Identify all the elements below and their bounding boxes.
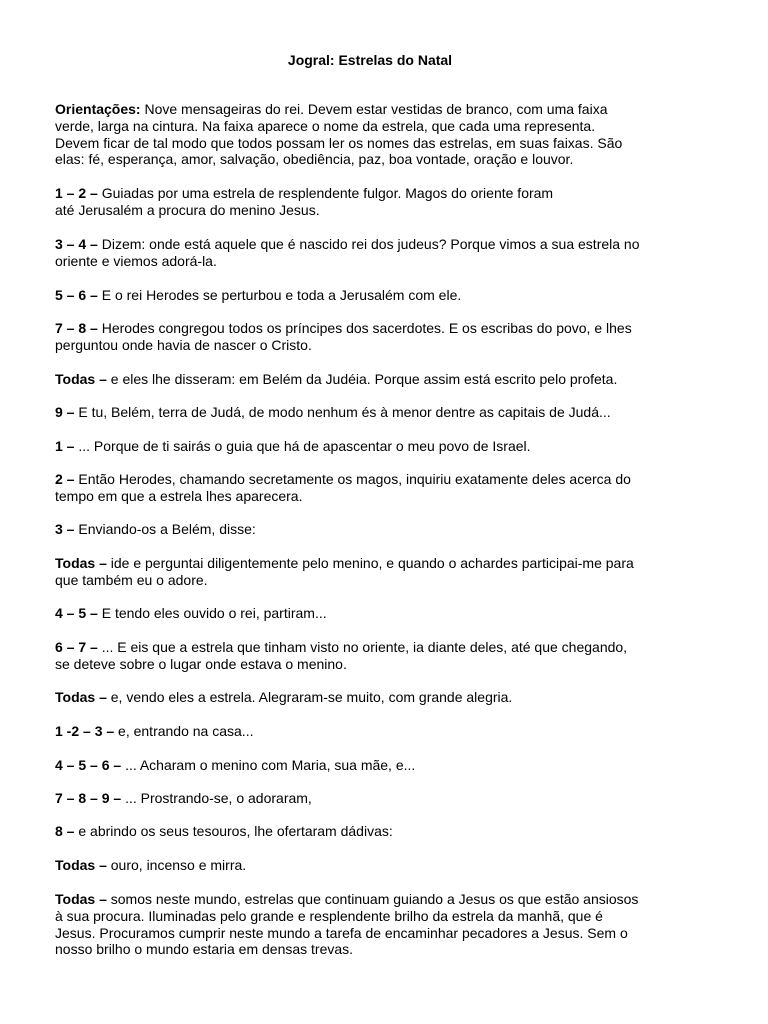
paragraph-text: Dizem: onde está aquele que é nascido rei dos judeus? Porque vimos a sua estrela no oriente e viemos adorá-la. bbox=[55, 236, 640, 269]
paragraph-text: E tu, Belém, terra de Judá, de modo nenhum és à menor dentre as capitais de Judá... bbox=[78, 404, 611, 420]
paragraph-7-8-9 bbox=[55, 790, 715, 807]
speaker-label: Todas – bbox=[55, 555, 107, 571]
paragraph-text: Então Herodes, chamando secretamente os magos, inquiriu exatamente deles acerca do tempo em que a estrela lhes aparecera. bbox=[55, 471, 631, 504]
paragraph-text: E o rei Herodes se perturbou e toda a Jerusalém com ele. bbox=[101, 287, 462, 303]
paragraph-text: e eles lhe disseram: em Belém da Judéia. Porque assim está escrito pelo profeta. bbox=[110, 371, 618, 387]
paragraph-text: ... Acharam o menino com Maria, sua mãe, e... bbox=[125, 757, 416, 773]
paragraph-4-5 bbox=[55, 605, 715, 622]
speaker-label: Orientações: bbox=[55, 101, 141, 117]
paragraph-9 bbox=[55, 404, 715, 421]
paragraph-text: ... Porque de ti sairás o guia que há de apascentar o meu povo de Israel. bbox=[78, 438, 531, 454]
paragraph-text: Guiadas por uma estrela de resplendente fulgor. Magos do oriente foram até Jerusalém a procura do menino Jesus. bbox=[55, 185, 554, 218]
paragraph-text: ... Prostrando-se, o adoraram, bbox=[125, 790, 312, 806]
speaker-label: 3 – bbox=[55, 521, 75, 537]
paragraph-1-2-3 bbox=[55, 723, 715, 740]
speaker-label: Todas – bbox=[55, 891, 107, 907]
paragraph-3-4 bbox=[55, 236, 715, 270]
speaker-label: Todas – bbox=[55, 857, 107, 873]
paragraph-text: Nove mensageiras do rei. Devem estar vestidas de branco, com uma faixa verde, larga na cintura. Na faixa aparece o nome da estrela, que cada uma representa. Devem ficar de tal modo que todos possam ler os nomes das estrelas, em suas faixas. São elas: fé, esperança, amor, salvação, obediência, paz, boa vontade, oração e louvor. bbox=[55, 101, 623, 168]
paragraph-3 bbox=[55, 521, 715, 538]
paragraph-todas-1 bbox=[55, 371, 715, 388]
paragraph-text: e, entrando na casa... bbox=[118, 723, 254, 739]
paragraph-text: somos neste mundo, estrelas que continuam guiando a Jesus os que estão ansiosos à sua procura. Iluminadas pelo grande e resplendente brilho da estrela da manhã, que é Jesus. Procuramos cumprir neste mundo a tarefa de encaminhar pecadores a Jesus. Sem o nosso brilho o mundo estaria em densas trevas. bbox=[55, 891, 639, 958]
speaker-label: 7 – 8 – bbox=[55, 320, 98, 336]
document-title: Jogral: Estrelas do Natal bbox=[287, 52, 453, 68]
paragraph-text: e abrindo os seus tesouros, lhe ofertaram dádivas: bbox=[78, 823, 393, 839]
paragraph-1-2 bbox=[55, 185, 715, 219]
paragraph-6-7 bbox=[55, 639, 715, 673]
speaker-label: 4 – 5 – 6 – bbox=[55, 757, 122, 773]
paragraph-text: ... E eis que a estrela que tinham visto no oriente, ia diante deles, até que chegando, se deteve sobre o lugar onde estava o menino. bbox=[55, 639, 628, 672]
paragraph-text: ouro, incenso e mirra. bbox=[110, 857, 247, 873]
paragraph-text: Enviando-os a Belém, disse: bbox=[78, 521, 256, 537]
speaker-label: 5 – 6 – bbox=[55, 287, 98, 303]
paragraph-orientacoes bbox=[55, 101, 715, 168]
paragraph-4-5-6 bbox=[55, 757, 715, 774]
speaker-label: 4 – 5 – bbox=[55, 605, 98, 621]
paragraph-todas-2 bbox=[55, 555, 715, 589]
speaker-label: Todas – bbox=[55, 689, 107, 705]
paragraph-text: ide e perguntai diligentemente pelo menino, e quando o achardes participai-me para que também eu o adore. bbox=[55, 555, 634, 588]
speaker-label: 6 – 7 – bbox=[55, 639, 98, 655]
speaker-label: Todas – bbox=[55, 371, 107, 387]
paragraph-2 bbox=[55, 471, 715, 505]
speaker-label: 9 – bbox=[55, 404, 75, 420]
paragraph-text: Herodes congregou todos os príncipes dos sacerdotes. E os escribas do povo, e lhes perguntou onde havia de nascer o Cristo. bbox=[55, 320, 632, 353]
speaker-label: 3 – 4 – bbox=[55, 236, 98, 252]
paragraph-8 bbox=[55, 823, 715, 840]
paragraph-todas-4 bbox=[55, 857, 715, 874]
speaker-label: 8 – bbox=[55, 823, 75, 839]
paragraph-1 bbox=[55, 438, 715, 455]
paragraph-todas-5 bbox=[55, 891, 715, 958]
speaker-label: 1 -2 – 3 – bbox=[55, 723, 115, 739]
paragraph-text: e, vendo eles a estrela. Alegraram-se muito, com grande alegria. bbox=[110, 689, 513, 705]
paragraph-5-6 bbox=[55, 287, 715, 304]
paragraph-7-8 bbox=[55, 320, 715, 354]
speaker-label: 2 – bbox=[55, 471, 75, 487]
speaker-label: 1 – 2 – bbox=[55, 185, 98, 201]
speaker-label: 1 – bbox=[55, 438, 75, 454]
speaker-label: 7 – 8 – 9 – bbox=[55, 790, 122, 806]
paragraph-todas-3 bbox=[55, 689, 715, 706]
paragraph-text: E tendo eles ouvido o rei, partiram... bbox=[101, 605, 327, 621]
